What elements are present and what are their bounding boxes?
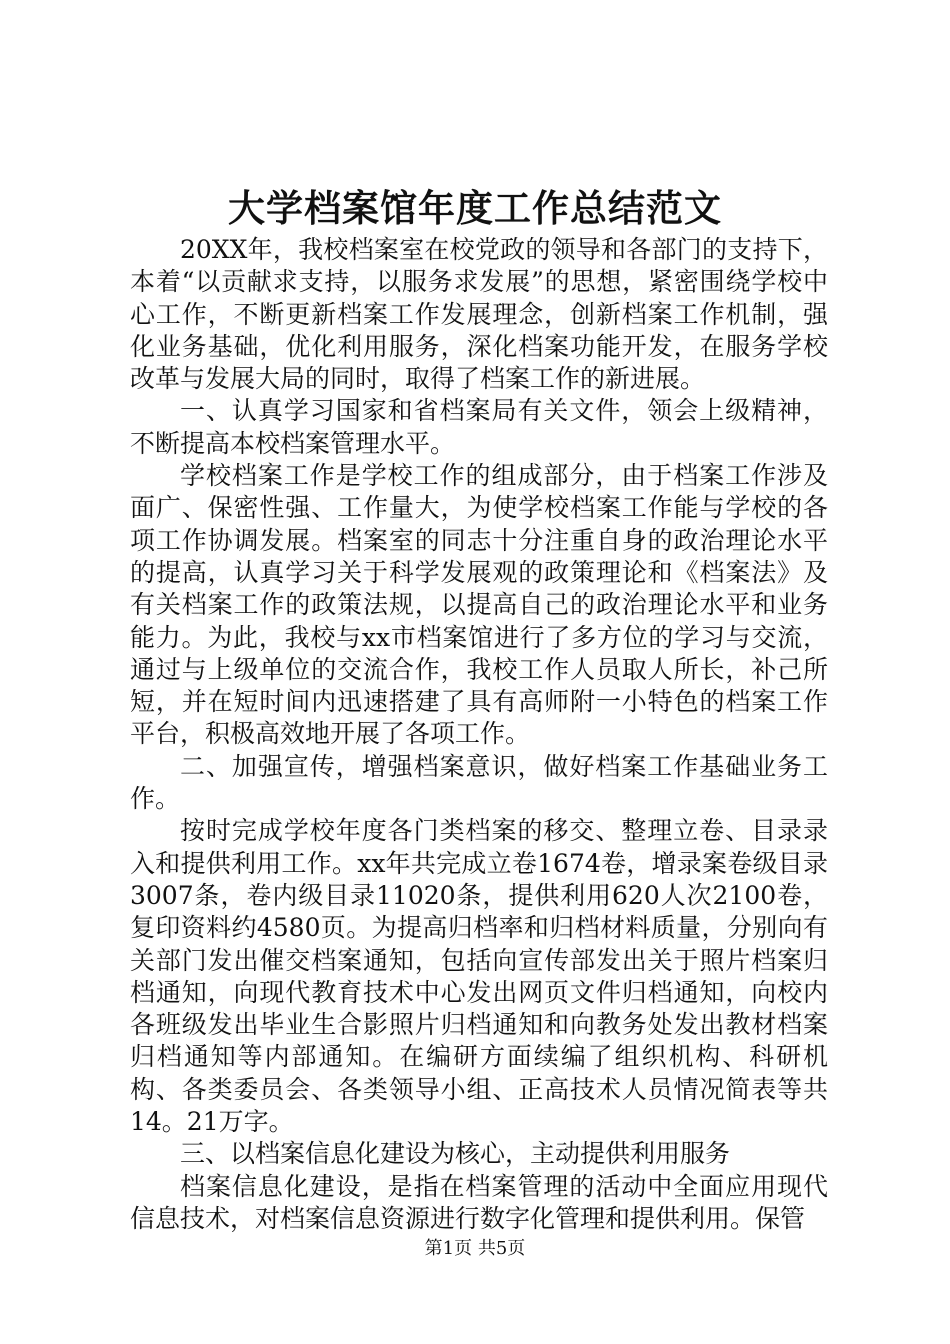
document-body (130, 234, 828, 1235)
paragraph-intro: 20XX年，我校档案室在校党政的领导和各部门的支持下，本着“以贡献求支持，以服务求发展”的思想，紧密围绕学校中心工作，不断更新档案工作发展理念，创新档案工作机制，强化业务基础，优化利用服务，深化档案功能开发，在服务学校改革与发展大局的同时，取得了档案工作的新进展。 (130, 235, 828, 394)
document-title: 大学档案馆年度工作总结范文 (228, 186, 722, 230)
paragraph-section-1-heading: 一、认真学习国家和省档案局有关文件，领会上级精神，不断提高本校档案管理水平。 (130, 396, 828, 458)
page-footer: 第1页 共5页 (424, 1238, 526, 1259)
paragraph-section-2-body: 按时完成学校年度各门类档案的移交、整理立卷、目录录入和提供利用工作。xx年共完成立卷1674卷，增录案卷级目录3007条，卷内级目录11020条，提供利用620人次2100卷，复印资料约4580页。为提高归档率和归档材料质量，分别向有关部门发出催交档案通知，包括向宣传部发出关于照片档案归档通知，向现代教育技术中心发出网页文件归档通知，向校内各班级发出毕业生合影照片归档通知和向教务处发出教材档案归档通知等内部通知。在编研方面续编了组织机构、科研机构、各类委员会、各类领导小组、正高技术人员情况简表等共14。21万字。 (130, 816, 828, 1137)
paragraph-section-3-heading: 三、以档案信息化建设为核心，主动提供利用服务 (180, 1139, 731, 1169)
paragraph-section-1-body: 学校档案工作是学校工作的组成部分，由于档案工作涉及面广、保密性强、工作量大，为使学校档案工作能与学校的各项工作协调发展。档案室的同志十分注重自身的政治理论水平的提高，认真学习关于科学发展观的政策理论和《档案法》及有关档案工作的政策法规，以提高自己的政治理论水平和业务能力。为此，我校与xx市档案馆进行了多方位的学习与交流，通过与上级单位的交流合作，我校工作人员取人所长，补己所短，并在短时间内迅速搭建了具有高师附一小特色的档案工作平台，积极高效地开展了各项工作。 (130, 461, 828, 749)
paragraph-section-2-heading: 二、加强宣传，增强档案意识，做好档案工作基础业务工作。 (130, 751, 828, 814)
paragraph-section-3-body: 档案信息化建设，是指在档案管理的活动中全面应用现代信息技术，对档案信息资源进行数字化管理和提供利用。保管 (130, 1171, 828, 1233)
